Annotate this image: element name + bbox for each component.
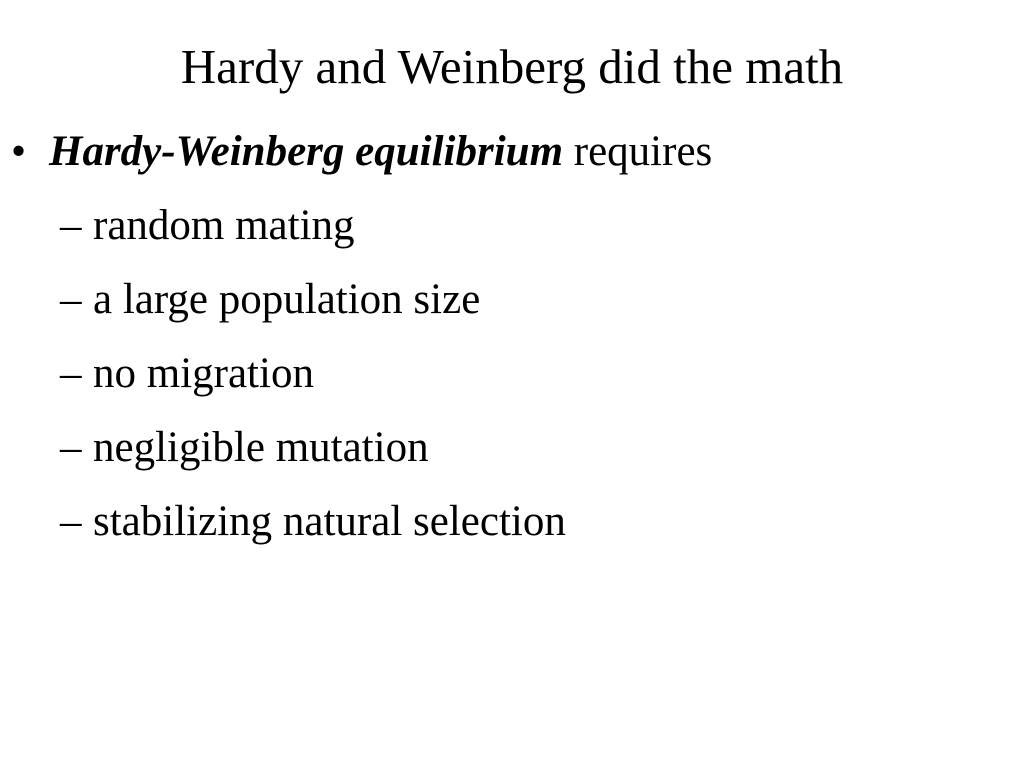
bullet-term: Hardy-Weinberg equilibrium <box>49 128 564 175</box>
sub-item <box>0 198 1024 272</box>
sub-item-label: random mating <box>93 202 355 249</box>
sub-marker: – <box>60 350 82 397</box>
sub-marker: – <box>60 276 82 323</box>
sub-item <box>0 494 1024 568</box>
sub-marker: – <box>60 498 82 545</box>
sub-item <box>0 272 1024 346</box>
sub-item-label: stabilizing natural selection <box>93 498 566 545</box>
bullet-list <box>0 124 1024 568</box>
slide-title: Hardy and Weinberg did the math <box>180 39 844 94</box>
bullet-item <box>0 124 1024 184</box>
bullet-marker: • <box>11 128 27 175</box>
sub-list <box>0 198 1024 568</box>
sub-item-label: a large population size <box>93 276 481 323</box>
sub-item <box>0 420 1024 494</box>
sub-item-label: negligible mutation <box>93 424 429 471</box>
sub-item-label: no migration <box>93 350 314 397</box>
sub-marker: – <box>60 424 82 471</box>
bullet-rest: requires <box>573 128 713 175</box>
sub-list-container <box>0 198 1024 568</box>
sub-item <box>0 346 1024 420</box>
bullet-text <box>49 124 712 180</box>
sub-marker: – <box>60 202 82 249</box>
